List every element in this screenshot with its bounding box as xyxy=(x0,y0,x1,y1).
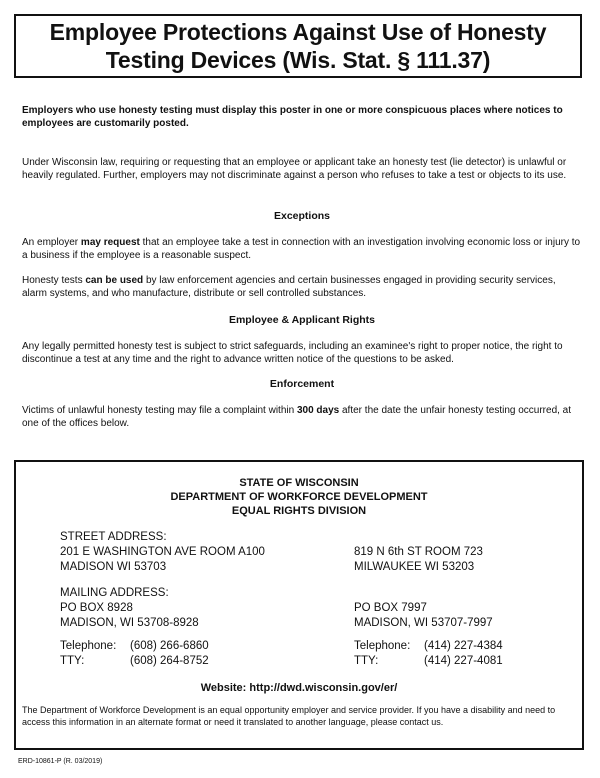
exception-2-text-b: by law enforcement agencies and certain businesses engaged in providing security services, alarm systems, and who manufacture, distribute or sell controlled substances. xyxy=(22,275,556,299)
telephone-label: Telephone: xyxy=(60,640,117,652)
title-line-2: Testing Devices (Wis. Stat. § 111.37) xyxy=(105,47,491,73)
department-name: DEPARTMENT OF WORKFORCE DEVELOPMENT xyxy=(170,491,428,503)
rights-heading: Employee & Applicant Rights xyxy=(228,314,376,326)
mail-left-line-1: PO BOX 8928 xyxy=(60,602,133,614)
enforcement-text-a: Victims of unlawful honesty testing may file a complaint within xyxy=(22,405,297,416)
right-tty xyxy=(354,654,503,669)
street-address-label: STREET ADDRESS: xyxy=(60,531,167,543)
website-link[interactable]: Website: http://dwd.wisconsin.gov/er/ xyxy=(200,682,398,694)
left-telephone xyxy=(60,639,209,654)
enforcement-paragraph xyxy=(22,404,582,430)
street-left-line-1: 201 E WASHINGTON AVE ROOM A100 xyxy=(60,546,265,558)
equal-opportunity-statement: The Department of Workforce Development is an equal opportunity employer and service provider. If you have a disability and need to access this information in an alternate format or need it translated to another language, please contact us. xyxy=(22,705,556,727)
exception-paragraph-1 xyxy=(22,236,582,262)
right-tty-number: (414) 227-4081 xyxy=(424,655,503,667)
right-telephone-number: (414) 227-4384 xyxy=(424,640,503,652)
exceptions-heading: Exceptions xyxy=(273,210,331,222)
exception-1-bold: may request xyxy=(80,237,140,248)
mailing-address-label: MAILING ADDRESS: xyxy=(60,587,169,599)
enforcement-heading: Enforcement xyxy=(269,378,335,390)
right-telephone xyxy=(354,639,503,654)
street-right-line-2: MILWAUKEE WI 53203 xyxy=(354,561,475,573)
title-line-1: Employee Protections Against Use of Honesty xyxy=(49,19,547,45)
exception-1-text-b: that an employee take a test in connection with an investigation involving economic loss or injury to a business if the employee is a reasonable suspect. xyxy=(22,237,581,261)
telephone-label: Telephone: xyxy=(354,640,411,652)
street-left-line-2: MADISON WI 53703 xyxy=(60,561,167,573)
left-tty xyxy=(60,654,209,669)
title-box xyxy=(14,14,582,78)
office-heading xyxy=(16,476,582,518)
mail-right-line-1: PO BOX 7997 xyxy=(354,602,427,614)
law-paragraph: Under Wisconsin law, requiring or requesting that an employee or applicant take an honesty test (lie detector) is unlawful or heavily regulated. Further, employers may not discriminate against a person who refuses to take a test or objects to its use. xyxy=(22,157,567,181)
division-name: EQUAL RIGHTS DIVISION xyxy=(231,505,367,517)
office-box xyxy=(14,460,584,750)
mail-right-line-2: MADISON, WI 53707-7997 xyxy=(354,617,493,629)
mail-left-line-2: MADISON, WI 53708-8928 xyxy=(60,617,199,629)
left-telephone-number: (608) 266-6860 xyxy=(130,640,209,652)
intro-text: Employers who use honesty testing must display this poster in one or more conspicuous places where notices to employees are customarily posted. xyxy=(22,105,563,129)
enforcement-bold: 300 days xyxy=(296,405,340,416)
exception-1-text-a: An employer xyxy=(22,237,81,248)
form-number: ERD-10861-P (R. 03/2019) xyxy=(18,758,103,765)
exception-paragraph-2 xyxy=(22,274,582,300)
rights-paragraph: Any legally permitted honesty test is subject to strict safeguards, including an examinee's right to proper notice, the right to discontinue a test at any time and the right to advance written notice of the questions to be asked. xyxy=(22,341,563,365)
tty-label: TTY: xyxy=(60,655,85,667)
left-tty-number: (608) 264-8752 xyxy=(130,655,209,667)
exception-2-text-a: Honesty tests xyxy=(22,275,86,286)
state-name: STATE OF WISCONSIN xyxy=(239,477,359,489)
exception-2-bold: can be used xyxy=(85,275,144,286)
street-right-line-1: 819 N 6th ST ROOM 723 xyxy=(354,546,483,558)
tty-label: TTY: xyxy=(354,655,379,667)
enforcement-text-b: after the date the unfair honesty testing occurred, at one of the offices below. xyxy=(22,405,572,429)
